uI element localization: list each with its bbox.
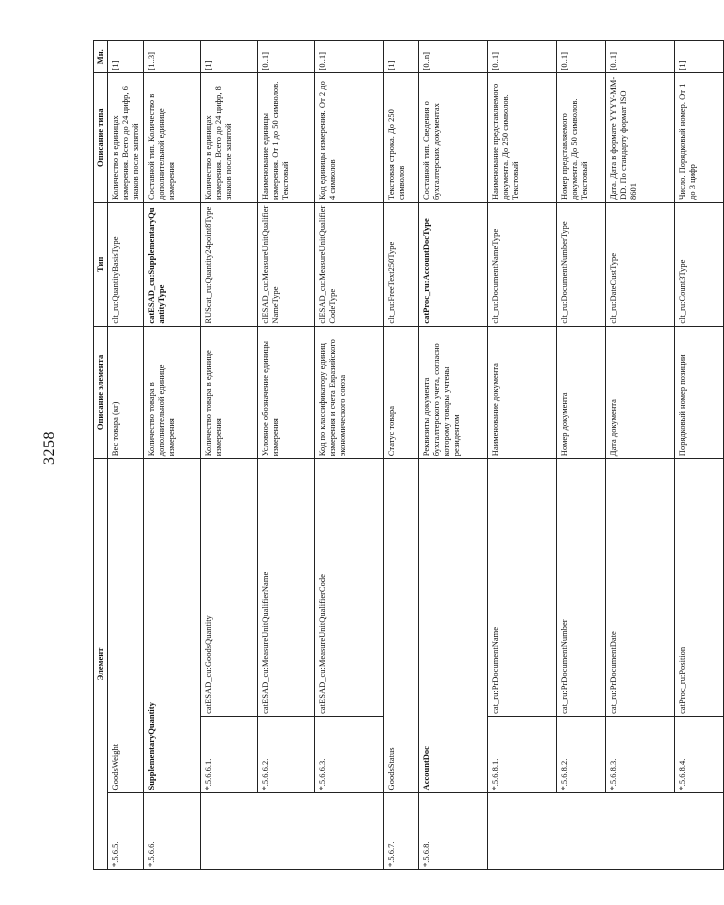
table-row: [556, 41, 605, 870]
indent-cell: [200, 793, 257, 870]
element-description: Количество товара в единице измерения: [200, 326, 257, 459]
multiplicity: [1]: [108, 41, 144, 73]
element-description: Реквизиты документа бухгалтерского учета, согласно которому товары учтены резидентом: [418, 326, 487, 459]
element-type: clt_ru:QuantityBasisType: [108, 203, 144, 327]
row-number: *.5.6.7.: [383, 793, 418, 870]
multiplicity: [0..1]: [605, 41, 674, 73]
multiplicity: [0..1]: [556, 41, 605, 73]
element-description: Наименование документа: [487, 326, 556, 459]
header-type: Тип: [94, 203, 108, 327]
indent-cell: [314, 793, 383, 870]
type-description: Составной тип. Количество в дополнительной единице измерения: [143, 73, 200, 203]
row-number: *.5.6.6.3.: [314, 716, 383, 793]
element-type: clt_ru:DocumentNameType: [487, 203, 556, 327]
header-element-description: Описание элемента: [94, 326, 108, 459]
data-table: [93, 40, 724, 870]
element-name: cat_ru:PrDocumentName: [487, 459, 556, 717]
type-description: Составной тип. Сведения о бухгалтерских документах: [418, 73, 487, 203]
table-row: [314, 41, 383, 870]
element-name: cat_ru:PrDocumentNumber: [556, 459, 605, 717]
element-name: catESAD_cu:GoodsQuantity: [200, 459, 257, 717]
element-description: Условное обозначение единицы измерения: [257, 326, 314, 459]
header-type-description: Описание типа: [94, 73, 108, 203]
type-description: Количество в единицах измерения. Всего до 24 цифр, 8 знаков после запятой: [200, 73, 257, 203]
element-description: Дата документа: [605, 326, 674, 459]
type-description: Код единицы измерения. От 2 до 4 символов: [314, 73, 383, 203]
table-row: [257, 41, 314, 870]
indent-cell: [487, 793, 556, 870]
type-description: Текстовая строка. До 250 символов: [383, 73, 418, 203]
multiplicity: [0..1]: [487, 41, 556, 73]
header-mn: Мн.: [94, 41, 108, 73]
type-description: Количество в единицах измерения. Всего до 24 цифр, 6 знаков после запятой: [108, 73, 144, 203]
table-row: [605, 41, 674, 870]
type-description: Номер представляемого документа. До 50 символов. Текстовый: [556, 73, 605, 203]
multiplicity: [1]: [383, 41, 418, 73]
element-description: Код по классификатору единиц измерения и счета Евразийского экономического союза: [314, 326, 383, 459]
element-name: GoodsStatus: [383, 459, 418, 793]
row-number: *.5.6.6.1.: [200, 716, 257, 793]
element-type: clt_ru:DocumentNumberType: [556, 203, 605, 327]
element-type: clt_ru:Count3Type: [674, 203, 723, 327]
element-type: clESAD_cu:MeasureUnitQualifierNameType: [257, 203, 314, 327]
element-name: GoodsWeight: [108, 459, 144, 793]
table-row: [674, 41, 723, 870]
element-name: AccountDoc: [418, 459, 487, 793]
element-description: Порядковый номер позиции: [674, 326, 723, 459]
row-number: *.5.6.8.3.: [605, 716, 674, 793]
element-description: Статус товара: [383, 326, 418, 459]
header-element: Элемент: [94, 459, 108, 870]
row-number: *.5.6.8.4.: [674, 716, 723, 793]
type-description: Дата. Дата в формате YYYY-MM-DD. По стандарту формат ISO 8601: [605, 73, 674, 203]
element-type: clt_ru:FreeText250Type: [383, 203, 418, 327]
type-description: Наименование единицы измерения. От 1 до 50 символов. Текстовый: [257, 73, 314, 203]
element-description: Вес товара (кг): [108, 326, 144, 459]
element-name: cat_ru:PrDocumentDate: [605, 459, 674, 717]
indent-cell: [556, 793, 605, 870]
row-number: *.5.6.6.: [143, 793, 200, 870]
table-row: [143, 41, 200, 870]
multiplicity: [0..n]: [418, 41, 487, 73]
row-number: *.5.6.6.2.: [257, 716, 314, 793]
table-header-row: [94, 41, 108, 870]
row-number: *.5.6.8.: [418, 793, 487, 870]
indent-cell: [605, 793, 674, 870]
element-description: Количество товара в дополнительной единице измерения: [143, 326, 200, 459]
rotated-table-container: [93, 40, 697, 870]
element-type: catESAD_cu:SupplementaryQuantityType: [143, 203, 200, 327]
multiplicity: [0..1]: [257, 41, 314, 73]
element-name: catESAD_cu:MeasureUnitQualifierName: [257, 459, 314, 717]
type-description: Число. Порядковый номер. От 1 до 3 цифр: [674, 73, 723, 203]
row-number: *.5.6.8.2.: [556, 716, 605, 793]
element-type: RUScat_ru:Quantity24point8Type: [200, 203, 257, 327]
multiplicity: [0..1]: [314, 41, 383, 73]
element-type: clt_ru:DateCustType: [605, 203, 674, 327]
table-row: [418, 41, 487, 870]
multiplicity: [1]: [674, 41, 723, 73]
table-row: [108, 41, 144, 870]
indent-cell: [674, 793, 723, 870]
element-name: catProc_ru:Position: [674, 459, 723, 717]
type-description: Наименование представляемого документа. До 250 символов. Текстовый: [487, 73, 556, 203]
table-row: [200, 41, 257, 870]
element-name: catESAD_cu:MeasureUnitQualifierCode: [314, 459, 383, 717]
multiplicity: [1]: [200, 41, 257, 73]
element-name: SupplementaryQuantity: [143, 459, 200, 793]
indent-cell: [257, 793, 314, 870]
row-number: *.5.6.5.: [108, 793, 144, 870]
element-description: Номер документа: [556, 326, 605, 459]
element-type: clESAD_cu:MeasureUnitQualifierCodeType: [314, 203, 383, 327]
multiplicity: [1..3]: [143, 41, 200, 73]
page-number: 3258: [41, 431, 58, 465]
table-row: [383, 41, 418, 870]
row-number: *.5.6.8.1.: [487, 716, 556, 793]
element-type: catProc_ru:AccountDocType: [418, 203, 487, 327]
table-row: [487, 41, 556, 870]
